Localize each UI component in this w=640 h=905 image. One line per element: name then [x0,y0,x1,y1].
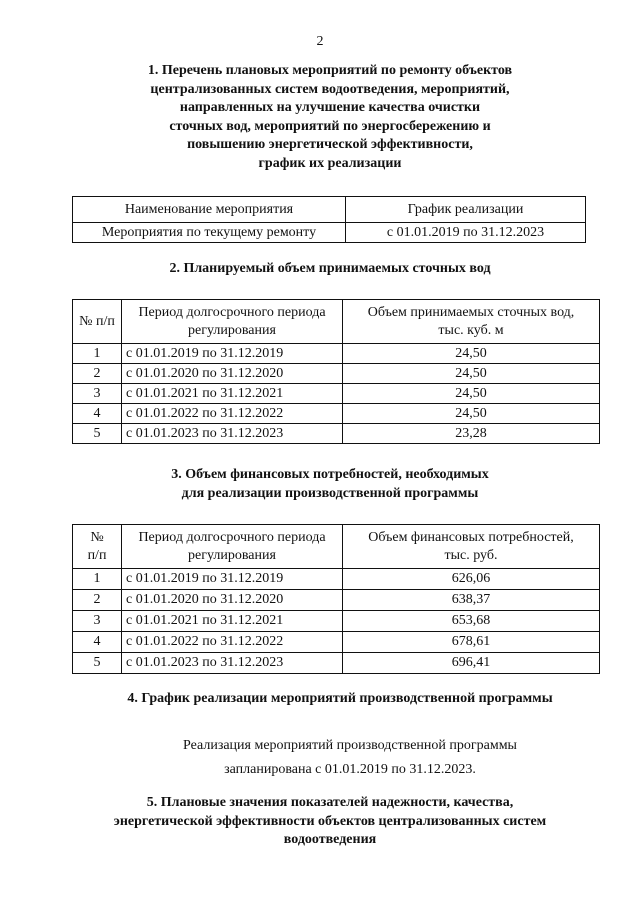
table-header-row [73,197,586,223]
table-row [73,590,600,611]
section5-title-line: водоотведения [283,832,377,847]
cell-period: с 01.01.2022 по 31.12.2022 [122,632,343,653]
cell-value: 626,06 [343,569,600,590]
cell-number: 3 [73,611,122,632]
section3-title-line: для реализации производственной программы [181,485,479,501]
column-header-period-line: регулирования [188,547,276,563]
table-row [73,404,600,424]
column-header-period-line: регулирования [188,322,276,338]
section2-title: 2. Планируемый объем принимаемых сточных вод [169,261,491,276]
cell-activity: Мероприятия по текущему ремонту [73,223,346,243]
cell-value: 678,61 [343,632,600,653]
cell-value: 23,28 [343,424,600,444]
column-header-number [73,525,122,569]
column-header-activity: Наименование мероприятия [73,197,346,223]
column-header-schedule: График реализации [346,197,586,223]
section1-title-line: централизованных систем водоотведения, мероприятий, [150,81,510,97]
column-header-finance [343,525,600,569]
table-header-row [73,300,600,344]
section1-title [60,62,600,173]
page-number: 2 [316,34,324,49]
cell-number: 1 [73,344,122,364]
column-header-number-line: № п/п [79,313,115,329]
section1-title-line: график их реализации [258,155,402,171]
cell-number: 5 [73,424,122,444]
cell-value: 24,50 [343,364,600,384]
column-header-period [122,525,343,569]
section4-title: 4. График реализации мероприятий производственной программы [127,691,553,706]
section3-title-line: 3. Объем финансовых потребностей, необходимых [171,467,489,482]
section1-title-line: сточных вод, мероприятий по энергосбережению и [169,118,491,134]
table-header-row [73,525,600,569]
cell-period: с 01.01.2023 по 31.12.2023 [122,424,343,444]
cell-number: 1 [73,569,122,590]
section3-title [60,466,600,503]
column-header-number-line: № [90,529,104,545]
table-row [73,632,600,653]
section4-text [80,734,620,782]
cell-period: с 01.01.2021 по 31.12.2021 [122,611,343,632]
column-header-volume-line: Объем принимаемых сточных вод, [367,304,575,320]
section1-title-line: направленных на улучшение качества очистки [179,100,481,115]
section4-text-line: Реализация мероприятий производственной программы [183,738,517,753]
cell-number: 4 [73,404,122,424]
table-row [73,424,600,444]
cell-period: с 01.01.2022 по 31.12.2022 [122,404,343,424]
cell-period: с 01.01.2019 по 31.12.2019 [122,344,343,364]
cell-value: 24,50 [343,404,600,424]
cell-period: с 01.01.2021 по 31.12.2021 [122,384,343,404]
table-row [73,384,600,404]
column-header-period-line: Период долгосрочного периода [138,529,326,545]
column-header-finance-line: тыс. руб. [444,547,498,563]
cell-period: с 01.01.2023 по 31.12.2023 [122,653,343,674]
section5-title-line: энергетической эффективности объектов централизованных систем [113,813,547,829]
column-header-number-line: п/п [87,547,107,563]
table-row [73,344,600,364]
cell-number: 3 [73,384,122,404]
cell-value: 696,41 [343,653,600,674]
section1-table [72,196,586,243]
section5-title [20,794,640,850]
table-row [73,223,586,243]
table-row [73,611,600,632]
column-header-volume [343,300,600,344]
cell-value: 653,68 [343,611,600,632]
section5-title-line: 5. Плановые значения показателей надежности, качества, [146,795,514,810]
table-row [73,364,600,384]
cell-period: с 01.01.2020 по 31.12.2020 [122,590,343,611]
section1-title-line: повышению энергетической эффективности, [187,137,473,152]
cell-number: 2 [73,590,122,611]
table-row [73,569,600,590]
column-header-finance-line: Объем финансовых потребностей, [368,529,574,545]
column-header-period [122,300,343,344]
cell-value: 24,50 [343,344,600,364]
section2-table [72,299,600,444]
cell-number: 5 [73,653,122,674]
column-header-period-line: Период долгосрочного периода [138,304,326,320]
section4-text-line: запланирована с 01.01.2019 по 31.12.2023. [224,762,476,777]
cell-value: 24,50 [343,384,600,404]
cell-period: с 01.01.2020 по 31.12.2020 [122,364,343,384]
cell-period: с 01.01.2019 по 31.12.2019 [122,569,343,590]
cell-schedule: с 01.01.2019 по 31.12.2023 [346,223,586,243]
column-header-volume-line: тыс. куб. м [438,322,504,338]
table-row [73,653,600,674]
cell-number: 4 [73,632,122,653]
section3-table [72,524,600,674]
cell-number: 2 [73,364,122,384]
column-header-number [73,300,122,344]
cell-value: 638,37 [343,590,600,611]
section1-title-line: 1. Перечень плановых мероприятий по ремонту объектов [147,63,513,78]
